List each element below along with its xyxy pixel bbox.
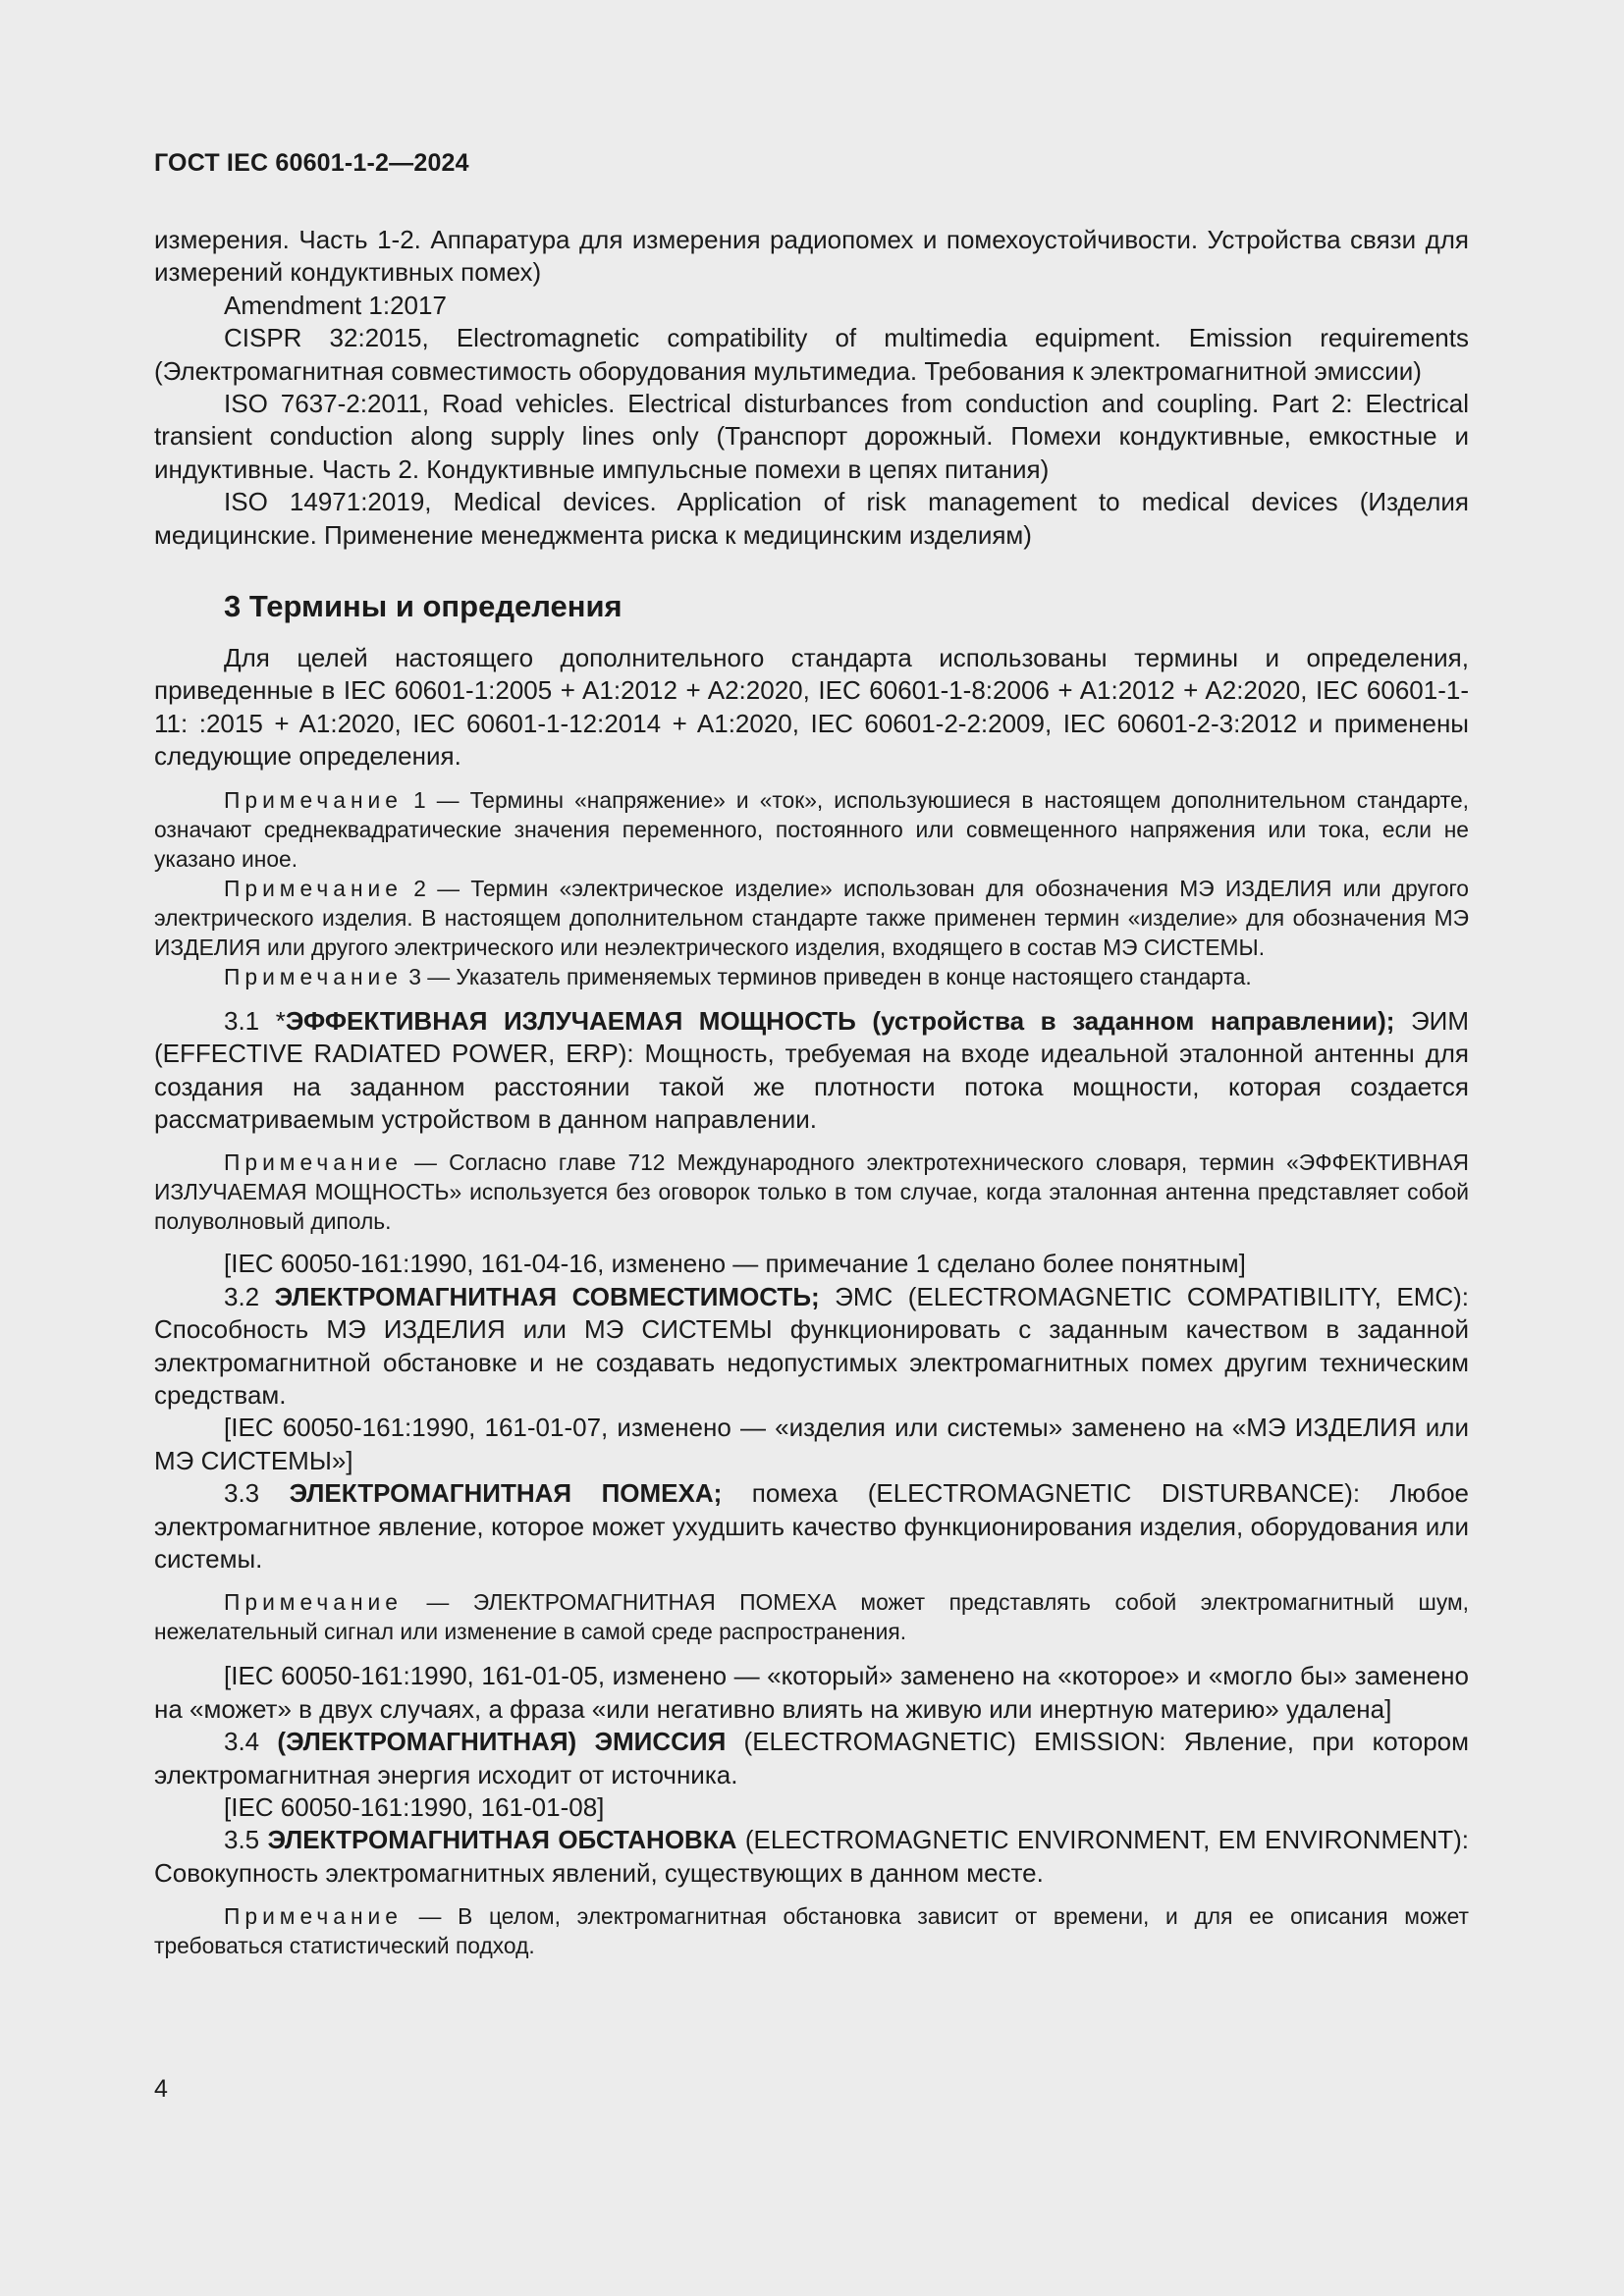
reference-iso7637: ISO 7637-2:2011, Road vehicles. Electrical disturbances from conduction and coupling. Part 2: Electrical transient conduction along supply lines only (Транспорт дорожный. Помехи кондуктивные, емкостные и индуктивные. Часть 2. Кондуктивные импульсные помехи в цепях питания) xyxy=(154,389,1469,484)
note-label: Примечание xyxy=(224,1903,403,1930)
term-3-5 xyxy=(154,1824,1469,1890)
section-intro: Для целей настоящего дополнительного стандарта использованы термины и определения, приведенные в IEC 60601-1:2005 + A1:2012 + A2:2020, IEC 60601-1-8:2006 + A1:2012 + A2:2020, IEC 60601-1-11: :2015 + A1:2020, IEC 60601-1-12:2014 + A1:2020, IEC 60601-2-2:2009, IEC 60601-2-3:2012 и применены следующие определения. xyxy=(154,643,1469,772)
term-3-2 xyxy=(154,1281,1469,1413)
note-3 xyxy=(154,962,1469,991)
term-3-1-source: [IEC 60050-161:1990, 161-04-16, изменено — примечание 1 сделано более понятным] xyxy=(224,1249,1246,1279)
note-2 xyxy=(154,874,1469,962)
note-text: 2 — Термин «электрическое изделие» использован для обозначения МЭ ИЗДЕЛИЯ или другого электрического изделия. В настоящем дополнительном стандарте также применен термин «изделие» для обозначения МЭ ИЗДЕЛИЯ или другого электрического или неэлектрического изделия, входящего в состав МЭ СИСТЕМЫ. xyxy=(154,875,1469,960)
term-definition: (ELECTROMAGNETIC) EMISSION: Явление, при котором электромагнитная энергия исходит от источника. xyxy=(154,1727,1469,1789)
page-content xyxy=(154,224,1469,1960)
section-heading: 3 Термины и определения xyxy=(224,589,623,624)
term-definition: помеха (ELECTROMAGNETIC DISTURBANCE): Любое электромагнитное явление, которое может ухудшить качество функционирования изделия, оборудования или системы. xyxy=(154,1478,1469,1574)
note-text: — В целом, электромагнитная обстановка зависит от времени, и для ее описания может требоваться статистический подход. xyxy=(154,1903,1469,1959)
note-text: — ЭЛЕКТРОМАГНИТНАЯ ПОМЕХА может представлять собой электромагнитный шум, нежелательный сигнал или изменение в самой среде распространения. xyxy=(154,1589,1469,1645)
term-3-4 xyxy=(154,1726,1469,1791)
term-name: ЭЛЕКТРОМАГНИТНАЯ СОВМЕСТИМОСТЬ; xyxy=(274,1281,820,1311)
reference-iso14971: ISO 14971:2019, Medical devices. Application of risk management to medical devices (Изделия медицинские. Применение менеджмента риска к медицинским изделиям) xyxy=(154,487,1469,550)
page-number: 4 xyxy=(154,2075,168,2103)
term-name: ЭЛЕКТРОМАГНИТНАЯ ПОМЕХА; xyxy=(289,1478,723,1509)
term-definition: ЭИМ (EFFECTIVE RADIATED POWER, ERP): Мощность, требуемая на входе идеальной эталонной антенны для создания на заданном расстоянии такой же плотности потока мощности, которая создается рассматриваемым устройством в данном направлении. xyxy=(154,1005,1469,1134)
reference-continuation: измерения. Часть 1-2. Аппаратура для измерения радиопомех и помехоустойчивости. Устройства связи для измерений кондуктивных помех) xyxy=(154,225,1469,288)
term-number: 3.5 xyxy=(224,1825,268,1855)
note-label: Примечание xyxy=(224,1589,403,1616)
note-label: Примечание xyxy=(224,875,403,901)
note-text: 3 — Указатель применяемых терминов приведен в конце настоящего стандарта. xyxy=(402,963,1252,989)
term-name: ЭЛЕКТРОМАГНИТНАЯ ОБСТАНОВКА xyxy=(267,1825,737,1855)
term-3-3-source: [IEC 60050-161:1990, 161-01-05, изменено — «который» заменено на «которое» и «могло бы» заменено на «может» в двух случаях, а фраза «или негативно влиять на живую или инертную материю» удалена] xyxy=(154,1661,1469,1724)
term-definition: (ELECTROMAGNETIC ENVIRONMENT, EM ENVIRONMENT): Совокупность электромагнитных явлений, существующих в данном месте. xyxy=(154,1825,1469,1888)
term-number: 3.2 xyxy=(224,1281,275,1311)
term-name: (ЭЛЕКТРОМАГНИТНАЯ) ЭМИССИЯ xyxy=(277,1727,727,1757)
term-number: 3.4 xyxy=(224,1727,278,1757)
term-3-5-note xyxy=(154,1901,1469,1960)
reference-cispr32: CISPR 32:2015, Electromagnetic compatibility of multimedia equipment. Emission requirements (Электромагнитная совместимость оборудования мультимедиа. Требования к электромагнитной эмиссии) xyxy=(154,323,1469,386)
note-text: — Согласно главе 712 Международного электротехнического словаря, термин «ЭФФЕКТИВНАЯ ИЗЛУЧАЕМАЯ МОЩНОСТЬ» используется без оговорок только в том случае, когда эталонная антенна представляет собой полуволновый диполь. xyxy=(154,1149,1469,1235)
term-number: 3.1 * xyxy=(224,1005,286,1036)
term-definition: ЭМС (ELECTROMAGNETIC COMPATIBILITY, EMC): Способность МЭ ИЗДЕЛИЯ или МЭ СИСТЕМЫ функционировать с заданным качеством в заданной электромагнитной обстановке и не создавать недопустимых электромагнитных помех другим техническим средствам. xyxy=(154,1281,1470,1410)
note-label: Примечание xyxy=(224,1149,403,1176)
term-3-1 xyxy=(154,1005,1469,1137)
document-header: ГОСТ IEC 60601-1-2—2024 xyxy=(154,149,469,177)
term-name: ЭФФЕКТИВНАЯ ИЗЛУЧАЕМАЯ МОЩНОСТЬ (устройства в заданном направлении); xyxy=(285,1005,1395,1036)
term-3-2-source: [IEC 60050-161:1990, 161-01-07, изменено — «изделия или системы» заменено на «МЭ ИЗДЕЛИЯ или МЭ СИСТЕМЫ»] xyxy=(154,1413,1469,1475)
note-label: Примечание xyxy=(224,786,403,813)
term-number: 3.3 xyxy=(224,1478,290,1509)
term-3-3-note xyxy=(154,1587,1469,1646)
reference-amendment: Amendment 1:2017 xyxy=(224,290,447,320)
term-3-1-note xyxy=(154,1148,1469,1236)
note-label: Примечание xyxy=(224,963,403,989)
term-3-3 xyxy=(154,1477,1469,1575)
term-3-4-source: [IEC 60050-161:1990, 161-01-08] xyxy=(224,1792,605,1822)
note-1 xyxy=(154,785,1469,874)
note-text: 1 — Термины «напряжение» и «ток», используюшиеся в настоящем дополнительном стандарте, означают среднеквадратические значения переменного, постоянного или совмещенного напряжения или тока, если не указано иное. xyxy=(154,786,1469,872)
